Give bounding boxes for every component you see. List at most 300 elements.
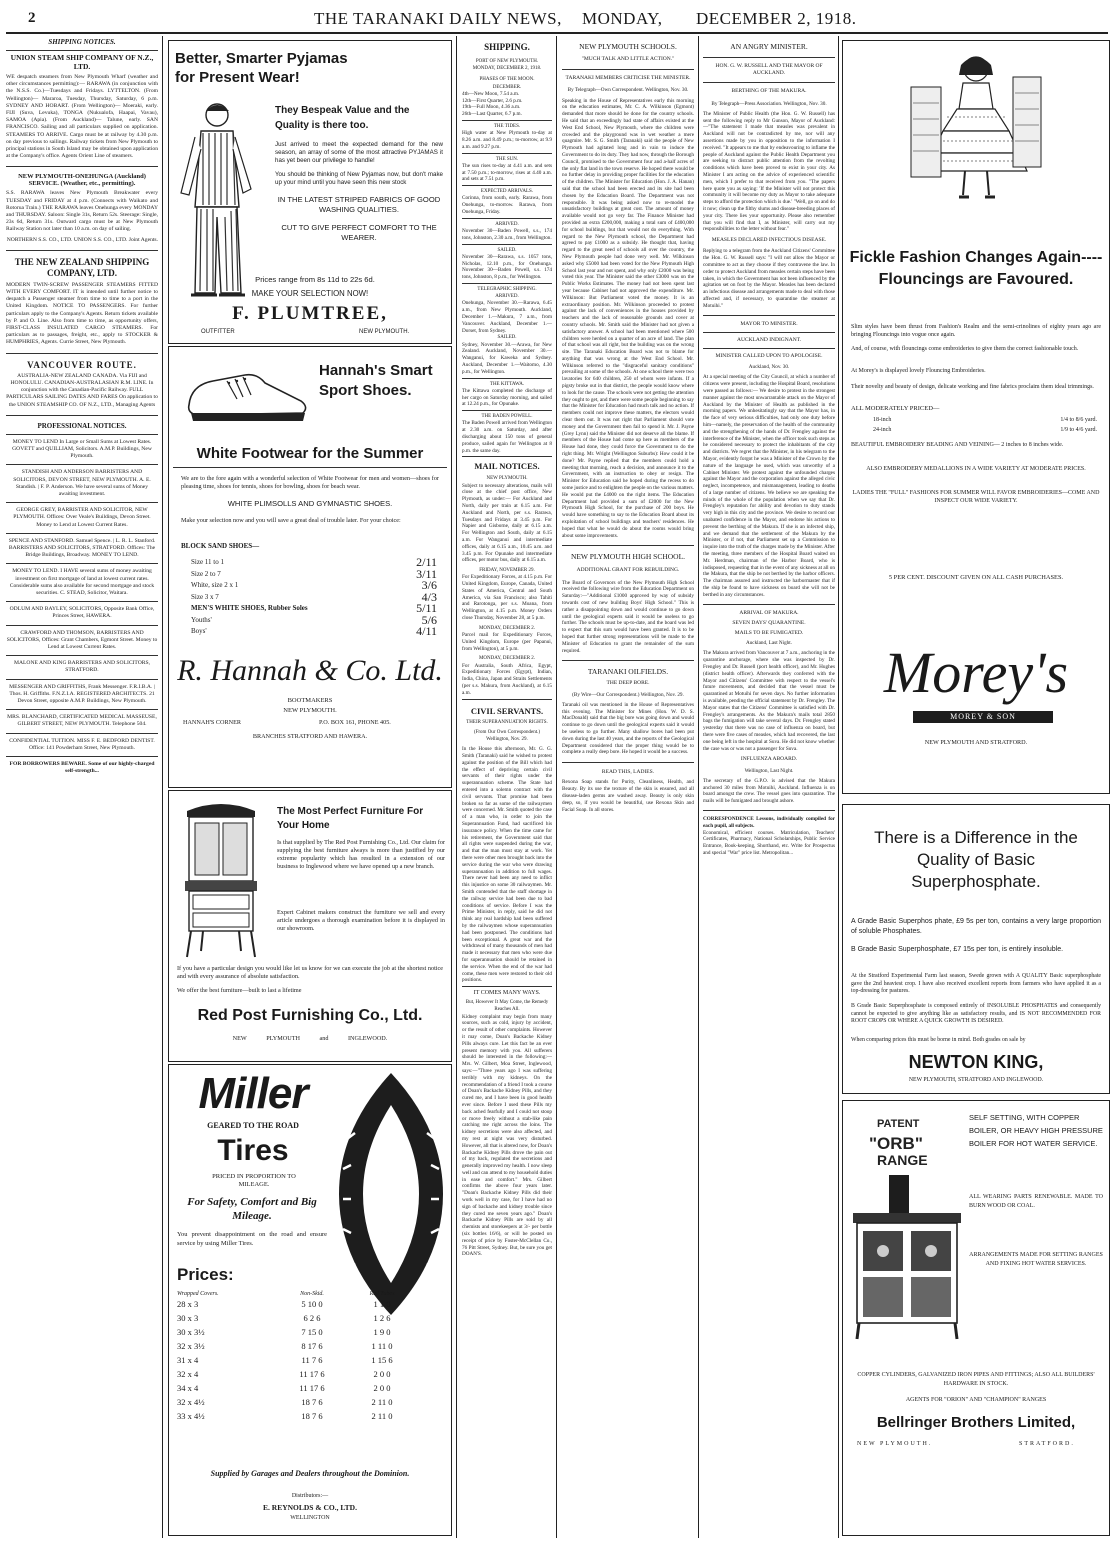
price-value: 1/9 to 4/6 yard. xyxy=(1060,427,1097,433)
kittawa-text: The Kittawa completed the discharge of her cargo on Saturday morning, and sailed at 12.24 p.m., for Opunake. xyxy=(462,387,552,408)
article-headline: CIVIL SERVANTS. xyxy=(470,705,544,716)
arrived-text: Onehunga, November 30.—Rarawa, 6.45 a.m., from New Plymouth. Auckland, December 1.—Makura, 7 a.m., from Vancouver. Auckland, December 1.—Dorset, from Sydney. xyxy=(462,300,552,334)
expected-text: Corinna, from south, early. Rarawa, from Onehunga, to-morrow. Rarawa, from Onehunga, Friday. xyxy=(462,195,552,215)
divider xyxy=(6,563,158,564)
page-number: 2 xyxy=(28,10,36,26)
notice-heading: THE NEW ZEALAND SHIPPING COMPANY, LTD. xyxy=(14,256,150,278)
price-value: 3/11 xyxy=(416,566,437,581)
ad-body: You prevent disappointment on the road and ensure service by using Miller Tires. xyxy=(177,1231,327,1247)
subhead: PORT OF NEW PLYMOUTH. xyxy=(475,59,539,64)
newton-king-superphosphate-ad xyxy=(842,804,1110,1094)
orb-range-ad xyxy=(842,1100,1110,1536)
divider xyxy=(6,434,158,435)
shipping-notices-column xyxy=(6,38,158,1538)
ad-grade-a: A Grade Basic Superphos phate, £9 5s per ton, contains a very large proportion of soluble Phosphates. xyxy=(851,918,1101,935)
divider xyxy=(462,986,552,987)
table-cell: 30 x 3 xyxy=(177,1313,199,1323)
moon-phase: 12th—First Quarter, 2.6 p.m. xyxy=(462,97,523,104)
ad-body: Expert Cabinet makers construct the furniture we sell and every article undergoes a thorough examination before it is displayed in our showroom. xyxy=(277,909,445,932)
article-headline: IT COMES MANY WAYS. xyxy=(473,990,541,997)
sailed-text: November 30—Rarawa, s.s. 1057 tons, Nicholas, 12.10 p.m., for Onehunga. November 30—Baden Powell, s.s. 174 tons, Johnston, 8 p.m., for Wellington. xyxy=(462,253,552,281)
price-label: Boys' xyxy=(191,627,207,635)
professional-notice: ODLUM AND BAYLEY, SOLICITORS, Opposite Bank Office, Princes Street, HAWERA. xyxy=(9,606,155,620)
hannah-logo: R. Hannah & Co. Ltd. xyxy=(177,654,443,687)
table-cell: 11 17 6 xyxy=(299,1383,325,1393)
article-dateline: Auckland, Nov. 30. xyxy=(748,364,790,371)
divider xyxy=(462,378,552,379)
price-label: 18-inch xyxy=(873,417,892,423)
table-row xyxy=(177,1311,445,1325)
cabinet-illustration xyxy=(177,801,265,961)
subhead: THE KITTAWA. xyxy=(489,381,525,387)
article-subhead: MEASLES DECLARED INFECTIOUS DISEASE. xyxy=(711,237,827,244)
column-header: Non-Skid. xyxy=(300,1291,324,1297)
article-body: The Makura arrived from Vancouver at 7 a.m., anchoring in the quarantine anchorage, where she was inspected by Dr. Frengley and Dr. Russell (port health officer), and Mr. Hughes (district health officer). Afterwards they conferred with the Mayor and Citizens' Committee with respect to the vessel's future movements, and decided that the vessel must be quarantined at Motuihi for seven days. No further information is available, pending the official statement by Dr. Frengley. The Mayor states that the Citizens' Committee is satisfied with Dr. Frengley's arrangements. As the Makura's mails total 2850 bags the fumigation will take several days. Dr. Frengley stated yesterday that there was no case of influenza on board, but there were five cases of measles, which had recovered, the last one being left in the hospital at Suva. He did not know whether the case was or was not a passenger for Suva. xyxy=(703,650,835,752)
ad-firm: Red Post Furnishing Co., Ltd. xyxy=(197,1007,423,1024)
table-row xyxy=(177,1339,445,1353)
price-value: 5/11 xyxy=(416,601,437,615)
table-cell: 32 x 4 xyxy=(177,1369,199,1379)
ad-feature: WHITE PLIMSOLLS AND GYMNASTIC SHOES. xyxy=(227,499,393,508)
price-value: 1/4 to 8/6 yard. xyxy=(1060,417,1097,423)
notice-agents: NORTHERN S.S. CO., LTD. UNION S.S. CO., LTD. Joint Agents. xyxy=(6,236,158,243)
price-row xyxy=(191,557,437,569)
table-cell: 32 x 4½ xyxy=(177,1397,205,1407)
professional-notice: MONEY TO LEND. I HAVE several sums of money awaiting investment on first mortgage of land at lowest current rates. Considerable sums also available for second mortgage and stock securities. C. STEAD, Solicitor, Waitara. xyxy=(9,568,155,596)
ad-body: Is that supplied by The Red Post Furnishing Co., Ltd. Our claim for supplying the best furniture always is more than justified by our extreme popularity which has resulted in a extension of our business to Inglewood where we have opened up a new branch. xyxy=(277,839,445,870)
article-subhead: MINISTER CALLED UPON TO APOLOGISE. xyxy=(715,352,823,359)
prices-heading: Prices: xyxy=(177,1265,234,1284)
table-cell: 31 x 4 xyxy=(177,1355,199,1365)
price-label: White, size 2 x 1 xyxy=(191,581,239,589)
subhead: SAILED. xyxy=(497,247,517,253)
article-subhead: ADDITIONAL GRANT FOR REBUILDING. xyxy=(576,567,680,574)
notice-body: WE despatch steamers from New Plymouth Wharf (weather and other circumstances permitting):— RARAWA (in conjunction with the N.S.S. Co.)—Tuesdays and Fridays. LYTTELTON. (From Wellington)— Mararoa, Tuesday, Thursday, Saturday, 6 p.m. SYDNEY AND HOBART. (From Wellington)— Moeraki, early. FIJI (Suva, Levuka), TONGA (Nukualofa, Haapai, Vavau), SAMOA (Apia). (From Auckland)— Talune, early. SAN FRANCISCO. Sailing and all particulars supplied on application. STEAMERS TO ARRIVE. Cargo must be at railway by 4.30 p.m. on day previous to sailings. Railway tickets from New Plymouth to principal stations in South Island may be obtained upon application at the Company's office. Agents Orient Line of steamers. xyxy=(6,74,158,160)
article-dateline: By Telegraph—Press Association. Wellington, Nov. 30. xyxy=(711,100,827,107)
professional-notice: FOR BORROWERS BEWARE. Some of our highly-charged self-strength... xyxy=(9,761,155,775)
article-subhead: MAILS TO BE FUMIGATED. xyxy=(734,630,804,637)
divider xyxy=(6,679,158,680)
ad-firm-town: NEW PLYMOUTH, STRATFORD AND INGLEWOOD. xyxy=(908,1077,1044,1083)
price-row xyxy=(873,417,1097,423)
miller-logo: Miller xyxy=(198,1069,308,1118)
article-subhead: THEIR SUPERANNUATION RIGHTS. xyxy=(466,719,548,725)
ad-feature: CUT TO GIVE PERFECT COMFORT TO THE WEARER. xyxy=(281,223,437,242)
article-dateline: (From Our Own Correspondent.) Wellington, Nov. 29. xyxy=(473,729,541,743)
ad-subhead: They Bespeak Value and the Quality is there too. xyxy=(275,105,410,131)
ad-subhead: For Safety, Comfort and Big Mileage. xyxy=(187,1196,317,1222)
price-row xyxy=(191,603,437,615)
table-row xyxy=(177,1353,445,1367)
table-cell: 33 x 4½ xyxy=(177,1411,205,1421)
price-list-heading: BLOCK SAND SHOES— xyxy=(181,542,260,550)
divider xyxy=(6,756,158,757)
divider xyxy=(6,733,158,734)
subhead: EXPECTED ARRIVALS. xyxy=(480,189,534,195)
price-row xyxy=(191,589,437,604)
table-cell: 2 0 0 xyxy=(373,1369,391,1379)
ad-feature: IN THE LATEST STRIPED FABRICS OF GOOD WASHING QUALITIES. xyxy=(277,195,441,214)
price-label: 24-inch xyxy=(873,427,892,433)
ad-firm-town: STRATFORD. xyxy=(1019,1441,1075,1447)
divider xyxy=(462,283,552,284)
article-body: In the House this afternoon, Mr. G. G. Smith (Taranaki) said he wished to protest against the position of the Bill which had the effect of depriving certain civil servants of their rights under the superannuation scheme. The State had entered into a solemn contract with the civil servants. That promise had been broken so far as some of the railwaymen were concerned. Mr. Smith quoted the case of a man who, in order to join the Superannuation Fund, had sacrificed his insurance policy. When the time came for his retirement, the Government said that all rights were suspended during the war, and that the man must stay at work. Yet there were other men brought back into the service during the war who were drawing superannuation in addition to full wages. There never had been any need to inflict this injustice on some 30 railwaymen. Mr. Smith contended that the staff shortage in the railway service had been due to bad conditions of service. Before I was the Prime Minister, in reply, said he did not think any real hardship had been suffered by the railwaymen whose superannuation had been postponed. The conditions had been exceptional. A great war and the withdrawal of many thousands of men had made it necessary that men who were due for superannuation should be retained in the service. When the end of the war had come, these men were restored to their old positions. xyxy=(462,746,552,984)
ad-agents: AGENTS FOR "ORION" AND "CHAMPION" RANGES xyxy=(905,1397,1047,1403)
ad-firm: F. PLUMTREE, xyxy=(232,303,388,324)
miller-tires-ad xyxy=(168,1064,452,1536)
ad-feature: ARRANGEMENTS MADE FOR SETTING RANGES AND FIXING HOT WATER SERVICES. xyxy=(969,1252,1103,1267)
price-value: 3/6 xyxy=(421,578,437,592)
ad-firm-town: NEW PLYMOUTH AND STRATFORD. xyxy=(924,739,1028,746)
shoe-illustration xyxy=(183,359,313,431)
article-headline: AN ANGRY MINISTER. xyxy=(730,42,808,51)
divider xyxy=(6,533,158,534)
divider xyxy=(173,467,447,468)
article-dateline: (By Wire—Our Correspondent.) Wellington, Nov. 29. xyxy=(572,691,684,698)
article-subhead: READ THIS, LADIES. xyxy=(601,769,655,776)
arrived-text: November 30—Baden Powell, s.s., 174 tons, Johnston, 2.30 a.m., from Wellington. xyxy=(462,227,552,241)
notice-body: Economical, efficient courses. Matriculation, Teachers' Certificates, Pharmacy, National Scholarships, Public Service Entrance, Book-keeping, Shorthand, etc. Write for Prospectus and special "War" price list. Metropolitan... xyxy=(703,829,835,856)
price-row xyxy=(191,612,437,627)
column-header: Red Tubes xyxy=(369,1291,395,1297)
ad-body: You should be thinking of New Pyjamas now, but don't make up your mind until you have seen this new stock xyxy=(275,171,443,186)
divider xyxy=(6,601,158,602)
ad-firm: E. REYNOLDS & CO., LTD. xyxy=(263,1503,357,1512)
price-list xyxy=(191,557,437,638)
ad-feature: ALSO EMBROIDERY MEDALLIONS IN A WIDE VARIETY AT MODERATE PRICES. xyxy=(866,466,1086,472)
table-cell: 1 2 6 xyxy=(373,1313,391,1323)
table-cell: 6 2 6 xyxy=(303,1313,321,1323)
article-body: Taranaki oil was mentioned in the House of Representatives this evening. The Minister for Mines (Hon. W. D. S. MacDonald) said that the big bore was going down and would continue to go down until the geological experts said it would be useless to go further. Many shallow bores had been put down during the last 40 years, and the reports of the Geological Department considered that the proper thing would be to complete a really deep bore. He hoped it would be a success. xyxy=(562,701,694,756)
table-row xyxy=(177,1297,445,1311)
article-subhead: TARANAKI MEMBERS CRITICISE THE MINISTER. xyxy=(565,75,691,82)
column-rule xyxy=(162,36,163,1538)
girl-in-flounced-dress-illustration xyxy=(901,47,1051,207)
ad-body: If you have a particular design you would like let us know for we can execute the job at the shortest notice and with every assurance of absolute satisfaction. xyxy=(177,965,443,980)
table-cell: 2 0 0 xyxy=(373,1383,391,1393)
column-rule xyxy=(698,36,699,1538)
ad-headline: Fickle Fashion Changes Again----Flouncings are Favoured. xyxy=(849,249,1103,288)
divider xyxy=(6,709,158,710)
ad-subhead: GEARED TO THE ROAD xyxy=(207,1121,299,1130)
article-subhead: "MUCH TALK AND LITTLE ACTION." xyxy=(581,56,675,62)
sailed-text: Sydney, November 30.—Arawa, for New Zealand. Auckland, November 30.—Wanganui, for Kaweka and Sydney. Auckland, December 1.—Waitomo, 4.30 p.m., for Wellington. xyxy=(462,341,552,375)
table-row xyxy=(177,1381,445,1395)
ad-firm: NEWTON KING, xyxy=(908,1052,1044,1072)
ad-headline: The Most Perfect Furniture For Your Home xyxy=(277,806,424,831)
column-rule xyxy=(556,36,557,1538)
subhead: TELEGRAPHIC SHIPPING. xyxy=(477,286,537,292)
table-cell: 18 7 6 xyxy=(301,1411,323,1421)
divider xyxy=(462,120,552,121)
article-body: The Board of Governors of the New Plymouth High School received the following wire from the Education Department on Saturday:—"Additional £1000 approved by way of subsidy towards cost of new building Boys' High School." This is rather a disappointing down and would continue to go down until the geological experts said it would be useless to go further. The schools must be up-to-date, and the board was led to expect that this sum would have been granted. It is to be hoped that further strong representations will be made to the Minister of Education to grant the remainder of the sum required. xyxy=(562,579,694,654)
divider xyxy=(462,218,552,219)
divider xyxy=(703,348,835,349)
notice-heading: CORRESPONDENCE Lessons, individually compiled for each pupil, all subjects. xyxy=(703,816,835,829)
article-subhead: MAYOR TO MINISTER. xyxy=(740,320,798,327)
sun-text: The sun rises to-day at 4.41 a.m. and sets at 7.50 p.m.; to-morrow, rises at 4.40 a.m. and sets at 7.51 p.m. xyxy=(462,162,552,183)
table-cell: 32 x 3½ xyxy=(177,1341,205,1351)
ad-firm: Bellringer Brothers Limited, xyxy=(876,1414,1076,1431)
table-cell: 1 15 6 xyxy=(371,1355,393,1365)
ad-body: COPPER CYLINDERS, GALVANIZED IRON PIPES AND FITTINGS; ALSO ALL BUILDERS' HARDWARE IN STOCK. xyxy=(857,1372,1095,1387)
subhead: FRIDAY, NOVEMBER 29. xyxy=(479,568,535,574)
table-cell: 18 7 6 xyxy=(301,1397,323,1407)
table-cell: 1 9 0 xyxy=(373,1327,391,1337)
column-header: Wrapped Covers. xyxy=(177,1291,219,1297)
professional-notice: SPENCE AND STANFORD. Samuel Spence. | L. R. L. Stanford. BARRISTERS AND SOLICITORS, STRATFORD. Offices: The Bridge Buildings, Broadway. MONEY TO LEND. xyxy=(8,537,156,559)
ad-firm-town: NEW PLYMOUTH. xyxy=(359,329,410,335)
subhead: ARRIVED. xyxy=(495,294,519,300)
ad-body: We are to the fore again with a wonderful selection of White Footwear for men and women—shoes for pleasing time, shoes for tennis, shoes for bowling, shoes for beach wear. xyxy=(181,475,439,490)
table-cell: 34 x 4 xyxy=(177,1383,199,1393)
moreys-flouncings-ad xyxy=(842,40,1110,794)
table-row xyxy=(177,1367,445,1381)
ad-firm-trade: OUTFITTER xyxy=(201,329,235,335)
ad-firm-town: WELLINGTON xyxy=(290,1515,330,1521)
subhead: MONDAY, DECEMBER 2, 1918. xyxy=(472,66,542,72)
paper-date: DECEMBER 2, 1918. xyxy=(696,9,857,28)
table-row xyxy=(177,1395,445,1409)
divider xyxy=(462,185,552,186)
divider xyxy=(462,410,552,411)
table-cell: 28 x 3 xyxy=(177,1299,199,1309)
subhead: PHASES OF THE MOON. xyxy=(479,77,535,83)
article-body: The secretary of the G.P.O. is advised that the Makura anchored 30 miles from Motuihi, Auckland. Influenza is on board amongst the crew. The vessel goes into quarantine. The mails will be fumigated and brought ashore. xyxy=(703,777,835,805)
ad-firm-town: NEW PLYMOUTH and INGLEWOOD. xyxy=(232,1035,388,1042)
subhead: THE TIDES. xyxy=(493,124,521,129)
ad-priced: ALL MODERATELY PRICED— xyxy=(851,405,940,412)
ad-feature: SELF SETTING, WITH COPPER BOILER, OR HEAVY HIGH PRESSURE BOILER FOR HOT WATER SERVICE. xyxy=(969,1113,1103,1148)
ad-call-to-action: MAKE YOUR SELECTION NOW! xyxy=(251,289,369,298)
divider xyxy=(6,50,158,51)
article-body: Speaking in the House of Representatives early this morning on the education estimates, Mr. C. A. Wilkinson (Egmont) demanded that more should be done for the country schools. He said that an exceedingly bad state of affairs existed at the West End School, New Plymouth, where the children were crowded and the playground was in wet weather a mere quagmire. Mr. S. G. Smith (Taranaki) said the people of New Plymouth had agitated long and in vain to induce the Government to do its duty. They had now, through the Borough Council, promised to the Government four and a-half acres of the only flat land in the town reserve. He hoped there would be no further delay in providing proper facilities for the education of the children. The Minister for Education (Hon. J. A. Hanan) said that the school had been erected and its site had been chosen by the Education Board. The Department was not responsible. It was being asked now to re-model the unsatisfactory buildings at great cost. The amount of money available would not go very far. The Finance Minister had provided an extra £200,000, making a total sum of £400,000 for school buildings, but that would not do everything. With regard to the New Plymouth school, the Department had agreed to pay £1000 as a subsidy. He thought that, having regard to the great need of schools all over the country, the New Plymouth people had done very well. Mr. Wilkinson asked why £5000 had been voted for the New Plymouth High School last year and not spent, and why only £2000 was being voted this year. The Minister said the other £3000 was on the Public Works Estimates. The money had not been spent last year because Cabinet had not approved the expenditure. Mr. Wilkinson: But Parliament voted the money. It is an extraordinary position. Mr. Wilkinson proceeded to protest against the lack of conveniences in the houses provided by teachers and the lack of reasonable grounds and cover at country schools. Mr. Smith said the Minister had not given a satisfactory answer. A school had been mentioned where 500 children were herded on a quarter of an acre of land. The plan of that school was all right, but the building was on the wrong site. The Taranaki Education Board was not to blame for anything that was wrong at the West End School. Mr. Wilkinson referred to the "disgraceful sanitary conditions" prevailing at some of the schools. At one school there were two lavatories for 640 children, 250 of whom were infants. If a pigsty broke out in that district, the people would know where to look for the cause. The schools were not getting the attention they ought to get, and there were some people beginning to say that the Minister for Education had much talk and no action. If members could not improve these matters, the electors would clear them out. It was not right that Parliament should vote money and the Government then fail to spend it. Mr. J. Payne (Grey Lynn) said the Minister did not deserve all the blame. If members of the House had come up here as members of the House had done, they could force the Government to do the right thing. Mr. Wright (Wellington Suburbs): How could it be done? Mr. Payne replied that the members could hold a meeting that morning, reach a decision, and announce it to the Government, with an instruction to obey or resign. The Minister for Education said he hoped during the recess to do some justice and to enlighten the people on the various matters. He would put the £4000 on the right items. The Education Department had provided a sum of £2000 for the New Plymouth High School, for the purchase of 200 boys. He would have something to say to the Education Board about its exploitation of school buildings and teachers' residences. He hoped that what he would do about the rooms would bring about some improvements. xyxy=(562,97,694,539)
table-cell: 1 11 0 xyxy=(371,1341,393,1351)
price-label: Size 2 to 7 xyxy=(191,569,221,578)
ad-body: At Morey's is displayed lovely Flouncing Embroideries. xyxy=(851,368,986,374)
article-body: Kidney complaint may begin from many sources, such as cold, injury by accident, or the result of other complaints. However it may come, Doan's Backache Kidney Pills always cure. Let this fact be an ever present memory with you. All sufferers should be interested in the following:— Mrs. W. Gilbert, Moa Street, Inglewood, says:—"Three years ago I was suffering terribly with my kidneys. On the recommendation of a friend I took a course of Doan's Backache Kidney Pills, and they cured me, and I have been in good health ever since. Before I used these Pills my back ached fearfully and I could not stoop or move freely without a stab-like pain catching me right across the loins. The kidney secretions were also affected, and my rest at night was very disturbed. However, all that is altered now, for Doan's Backache Kidney Pills drove the pain out of my back, regulated the secretions and generally improved my health. I now sleep well and can attend to my household duties in ease and comfort." Mrs. Gilbert confirms the above four years later. "Doan's Backache Kidney Pills did their work well in my case, for I have had no sign of backache and kidney trouble since they cured me seven years ago." Doan's Backache Kidney Pills are sold by all chemists and storekeepers at 3/- per bottle (six bottles 16/6), or will be posted on receipt of price by Foster-McClellan Co., 76 Pitt Street, Sydney. But, be sure you get DOAN'S. xyxy=(462,1013,552,1258)
professional-notice: CONFIDENTIAL TUITION. MISS F. E. BEDFORD DENTIST. Office: 141 Powderham Street, New Plymouth. xyxy=(9,737,155,751)
price-row xyxy=(873,427,1097,433)
table-cell: 7 15 0 xyxy=(301,1327,323,1337)
section-heading: PROFESSIONAL NOTICES. xyxy=(37,421,127,430)
ad-corner: HANNAH'S CORNER xyxy=(183,719,242,726)
column-rule xyxy=(456,36,457,1538)
ad-firm-town: NEW PLYMOUTH. xyxy=(857,1441,933,1447)
divider xyxy=(6,250,158,251)
subhead: SAILED. xyxy=(497,335,517,341)
ad-feature: ALL WEARING PARTS RENEWABLE. MADE TO BURN WOOD OR COAL. xyxy=(969,1194,1103,1209)
article-subhead: THE DEEP BORE. xyxy=(606,680,650,687)
ad-body: Just arrived to meet the expected demand for the new season, an array of some of the most attractive PYJAMAS it has yet been our privilege to handle! xyxy=(275,141,443,164)
baden-text: The Baden Powell arrived from Wellington at 2.30 a.m. on Saturday, and after discharging about 150 tons of general produce, sailed again for Wellington at 8 p.m. the same day. xyxy=(462,420,552,454)
article-headline: NEW PLYMOUTH SCHOOLS. xyxy=(579,42,677,51)
section-heading: MAIL NOTICES. xyxy=(474,461,540,472)
divider xyxy=(562,660,694,661)
ad-prices: Prices range from 8s 11d to 22s 6d. xyxy=(255,275,375,284)
price-label: Size 11 to 1 xyxy=(191,558,224,566)
divider xyxy=(6,166,158,167)
table-row xyxy=(177,1325,445,1339)
professional-notice: MESSENGER AND GRIFFITHS, Frank Messenger. F.R.I.B.A. | Thos. H. Griffiths. F.N.Z.I.A. REGISTERED ARCHITECTS. 21 Devon Street, opposite A.M.P. Buildings, New Plymouth. xyxy=(9,683,155,704)
subhead: THE SUN. xyxy=(495,156,519,162)
price-value: 4/3 xyxy=(421,589,437,604)
ad-discount: 5 PER CENT. DISCOUNT GIVEN ON ALL CASH PURCHASES. xyxy=(888,574,1064,581)
ad-body: And, of course, with flouncings come embroideries to give them the correct fashionable touch. xyxy=(851,346,1079,352)
divider xyxy=(562,762,694,763)
mail-text: Parcel mail for Expeditionary Forces, United Kingdom, Europe (per Papanui, from Wellington), at 5 p.m. xyxy=(462,632,552,652)
ad-subhead: White Footwear for the Summer xyxy=(196,445,424,462)
ad-phone: P.O. BOX 161, PHONE 405. xyxy=(319,719,391,726)
table-cell: 11 7 6 xyxy=(301,1355,323,1365)
notice-body: S.S. RARAWA leaves New Plymouth Breakwater every TUESDAY and FRIDAY at 4 p.m. (Connects with Waikato and Rotorua Train.) THE RARAWA leaves Onehunga every MONDAY and THURSDAY. Saloon: Single 31s, Return 52s. Steerage: Single, 23s 6d, Return 31s. Outward cargo must be at New Plymouth Railway Station not later than 10 a.m. on day of sailing. xyxy=(6,190,158,233)
divider xyxy=(703,82,835,83)
table-cell: 2 11 0 xyxy=(371,1397,393,1407)
paper-day: MONDAY, xyxy=(582,9,663,28)
subhead: THE BADEN POWELL. xyxy=(481,414,533,420)
tire-illustration xyxy=(335,1069,447,1319)
tire-rows xyxy=(177,1297,445,1423)
moreys-logo: Morey's xyxy=(883,640,1069,705)
subhead: DECEMBER. xyxy=(492,84,522,90)
notice-heading: VANCOUVER ROUTE. xyxy=(27,359,137,370)
article-dateline: Wellington, Last Night. xyxy=(744,767,794,774)
subhead: NEW PLYMOUTH. xyxy=(486,476,528,482)
moon-phase: 19th—Full Moon, 4.36 a.m. xyxy=(462,104,521,111)
ad-headline: There is a Difference in the Quality of Basic Superphosphate. xyxy=(874,828,1078,891)
article-headline: NEW PLYMOUTH HIGH SCHOOL. xyxy=(570,552,686,562)
notice-heading: UNION STEAM SHIP COMPANY OF N.Z., LTD. xyxy=(10,53,154,71)
ad-tires-word: Tires xyxy=(217,1134,289,1167)
divider xyxy=(703,810,835,811)
mail-text: For Australia, South Africa, Egypt, Expeditionary Forces (Egypt), Indian, India, China, Japan and Straits Settlements (per s.s. Makura, from Auckland), at 6.15 a.m. xyxy=(462,662,552,696)
article-headline: TARANAKI OILFIELDS. xyxy=(587,667,669,677)
divider xyxy=(462,699,552,700)
mail-text: Subject to necessary alterations, mails will close at the chief post office, New Plymouth, as under:— For Auckland and North, daily per train at 6.15 a.m. For Auckland and North, per s.s. Rarawa, Tuesdays and Fridays at 3.45 p.m. For Napier and Gisborne, daily at 6.15 a.m. For Wellington and South, daily at 6.15 a.m. For Wanganui and intermediate offices, daily at 6.15 a.m., 10.45 a.m. and 3.45 p.m. For Opunake and intermediate offices, per motor bus, daily at 6.15 a.m. xyxy=(462,482,552,564)
ad-branches: BRANCHES STRATFORD AND HAWERA. xyxy=(252,733,368,740)
notice-heading: NEW PLYMOUTH-ONEHUNGA (Auckland) SERVICE. (Weather, etc., permitting). xyxy=(18,173,146,188)
article-subhead: BERTHING OF THE MAKURA. xyxy=(731,88,807,95)
professional-notice: STANDISH AND ANDERSON BARRISTERS AND SOLICITORS, DEVON STREET, NEW PLYMOUTH. A. E. Standish. | F. P. Anderson. We have several sums of Money awaiting investment. xyxy=(13,469,151,497)
article-dateline: Auckland, Last Night. xyxy=(745,640,793,647)
price-row xyxy=(191,566,437,581)
professional-notice: MRS. BLANCHARD, CERTIFICATED MEDICAL MASSEUSE, GILBERT STREET, NEW PLYMOUTH. Telephone 504. xyxy=(7,714,157,728)
divider xyxy=(462,244,552,245)
table-cell: 11 17 6 xyxy=(299,1369,325,1379)
price-label: Size 3 x 7 xyxy=(191,592,219,601)
column-rule xyxy=(838,36,839,1538)
price-row xyxy=(191,580,437,592)
table-row xyxy=(177,1409,445,1423)
hannah-sport-shoes-ad xyxy=(168,346,452,788)
professional-notice: CRAWFORD AND THOMSON, BARRISTERS AND SOLICITORS, Offices: Grant Chambers, Egmont Street. Money to Lend at Lowest Current Rates. xyxy=(6,629,158,650)
range-label: RANGE xyxy=(877,1152,928,1167)
price-label: Youths' xyxy=(191,615,212,624)
divider xyxy=(6,415,158,416)
notice-body: MODERN TWIN-SCREW PASSENGER STEAMERS FITTED WITH EVERY COMFORT. IT is intended until further notice to despatch a Passenger steamer from time to time to a port in the United Kingdom. NOTICE TO PASSENGERS. For further particulars apply to the Company's Agents. Return tickets available by P. and O. Line. Also from time to time, as opportunity offers, FIRST-CLASS INSULATED CARGO STEAMERS. For particulars as to passages, freight, etc., apply to STOCKER & HUMPHRIES, Agents. Currie Street, New Plymouth. xyxy=(6,281,158,346)
subhead: MONDAY, DECEMBER 2. xyxy=(478,656,536,662)
article-subhead: ARRIVAL OF MAKURA. xyxy=(739,609,799,616)
divider xyxy=(703,57,835,58)
divider xyxy=(6,464,158,465)
divider xyxy=(462,153,552,154)
ad-body: B Grade Basic Superphosphate is composed entirely of INSOLUBLE PHOSPHATES and consequently cannot be expected to give anything like as satisfactory results, and IS NOT RECOMMENDED FOR ROOT CROPS OR WHERE A QUICK GROWTH IS DESIRED. xyxy=(851,1003,1101,1025)
divider xyxy=(6,655,158,656)
divider xyxy=(462,456,552,457)
subhead: MONDAY, DECEMBER 2. xyxy=(478,625,536,631)
red-post-furniture-ad xyxy=(168,790,452,1062)
article-subhead: HON. G. W. RUSSELL AND THE MAYOR OF AUCKLAND. xyxy=(715,63,823,77)
moon-phase: 26th—Last Quarter, 6.7 p.m. xyxy=(462,111,522,118)
article-body: Rexona Soap stands for Purity, Cleanliness, Health, and Beauty. By its use the texture of the skin is ensured, and all disease-laden germs are washed away. Beauty is only skin deep, so, if you would be beautiful, use Rexona Skin and Facial Soap. In all stores. xyxy=(562,779,694,813)
kitchen-range-illustration xyxy=(849,1173,965,1343)
table-cell: 8 17 6 xyxy=(301,1341,323,1351)
plumtree-pyjamas-ad xyxy=(168,40,452,344)
notice-body: AUSTRALIA-NEW ZEALAND CANADA. Via FIJI and HONOLULU. CANADIAN-AUSTRALASIAN R.M. LINE. In conjunction with the Canadian-Pacific Railway. FULL PARTICULARS SAILING DATES AND FARES On application to the UNION STEAMSHIP CO. OF N.Z., LTD., Managing Agents xyxy=(6,372,158,408)
ad-feature: PRICED IN PROPORTION TO MILEAGE. xyxy=(212,1173,296,1188)
divider xyxy=(703,332,835,333)
ad-distributors: Distributors:— xyxy=(291,1493,329,1499)
ad-body: At the Stratford Experimental Farm last season, Swede grown with A QUALITY Basic superphosphate gave the 2nd heaviest crop. I have also received excellent reports from farmers who have applied it as a top-dressing for pastures. xyxy=(851,973,1101,995)
ad-body: When comparing prices this must be borne in mind. Both grades on sale by xyxy=(851,1037,1026,1043)
masthead xyxy=(6,8,1106,30)
ad-headline: Hannah's Smart Sport Shoes. xyxy=(319,362,433,399)
paper-title: THE TARANAKI DAILY NEWS, xyxy=(314,9,562,28)
section-heading: SHIPPING. xyxy=(484,42,530,52)
moon-phase: 4th—New Moon, 7.54 a.m. xyxy=(462,90,520,97)
article-subhead: SEVEN DAYS' QUARANTINE. xyxy=(732,619,806,626)
ad-body: We offer the best furniture—built to last a lifetime xyxy=(177,987,302,994)
ad-supplied: Supplied by Garages and Dealers throughout the Dominion. xyxy=(210,1469,410,1478)
divider xyxy=(6,353,158,354)
ad-body: Their novelty and beauty of design, delicate working and fine fabrics proclaim them ideal trimmings. xyxy=(851,384,1094,390)
masthead-rule xyxy=(6,32,1108,34)
table-cell: 2 11 0 xyxy=(371,1411,393,1421)
professional-notice: MONEY TO LEND In Large or Small Sums at Lowest Rates. GOVETT and QUILLIAM, Solicitors. A.M.P. Buildings, New Plymouth. xyxy=(12,438,152,460)
divider xyxy=(562,545,694,546)
shipping-column xyxy=(462,38,552,1538)
tides-text: High water at New Plymouth to-day at 8.26 a.m. and 8.49 p.m.; to-morrow, at 9.9 a.m. and 9.27 p.m. xyxy=(462,130,552,150)
moreys-logo-band: MOREY & SON xyxy=(913,711,1053,723)
article-body: At a special meeting of the City Council, at which a number of citizens were present, including the Hospital Board, resolutions were passed as follows:— We desire to protest in the strongest manner against the most unwarrantable attack on the Mayor of Auckland by the Minister of Health as published in the morning papers. We unhesitatingly say that the Mayor has, in the face of very serious difficulties, had only one duty before him—namely, the preservation of the health of the community and the strengthening of the hands of Dr. Frengley against the interference of the Minister, when the officer took such steps as he considered necessary to protect the inhabitants of the city and districts. We regret that the Minister, in his telegram to the Mayor, evidently forgot he was a Minister of the Crown by the nature of the language he used, which was unworthy of a Cabinet Minister. We protest against the unfounded charges against the Mayor and the corporation against the alleged civic neglect, incompetence, and mismanagement, leading to deaths of a large number of citizens. We believe we are speaking the minds of the whole of the population when we say that Dr. Frengley's reputation for ability and devotion to duty stands very high in this city and the province. We desire to record our unabated confidence in the Mayor, and endorse his actions to prevent the berthing of the Makura. If she is an infected ship, and we demand that the settlement of the Makura by the Minister, or if not, that Parliament set up a Commission to inquire into the truth of the charges made by the Minister. After the meeting, three members of the Hospital Board waited on Mr. Herdman, chairman of the Harbor Board, who is indisposed, requesting that in the event of any sickness at all on the Makura, that the ship be not berthed by the harbor officers. The chairman assured and instructed the harbormaster that if the ship be found to have sickness on board she will not be berthed in any circumstances. xyxy=(703,374,835,598)
ad-grade-b: B Grade Basic Superphosphate, £7 15s per ton, is entirely insoluble. xyxy=(851,946,1064,953)
ad-feature: LADIES THE "FULL" FASHIONS FOR SUMMER WILL FAVOR EMBROIDERIES—COME AND INSPECT OUR WIDE VARIETY. xyxy=(852,490,1100,504)
price-value: 2/11 xyxy=(416,555,437,569)
ad-body: Make your selection now and you will save a great deal of trouble later. For your choice: xyxy=(181,517,401,524)
ad-copy xyxy=(275,103,443,243)
price-value: 5/6 xyxy=(421,612,437,627)
tire-price-table xyxy=(177,1291,445,1423)
divider xyxy=(703,315,835,316)
price-value: 4/11 xyxy=(416,624,437,638)
price-row xyxy=(191,626,437,638)
ad-firm-town: NEW PLYMOUTH. xyxy=(283,707,337,714)
table-cell: 30 x 3½ xyxy=(177,1327,205,1337)
orb-label: "ORB" xyxy=(869,1134,923,1153)
article-dateline: By Telegraph—Own Correspondent. Wellington, Nov. 30. xyxy=(567,87,689,94)
patent-orb-arched-title xyxy=(849,1107,959,1167)
divider xyxy=(6,625,158,626)
professional-notice: GEORGE GREY, BARRISTER AND SOLICITOR, NEW PLYMOUTH. Offices: Over Veale's Buildings, Devon Street. Money to Lend at Lowest Current Rates. xyxy=(13,507,151,528)
article-subhead: But, However It May Come, the Remedy Reaches All. xyxy=(465,1000,549,1013)
ad-firm-trade: BOOTMAKERS xyxy=(287,697,333,704)
article-body: Replying to a telegram from the Auckland Citizens' Committee the Hon. G. W. Russell says: "I will not allow the Mayor or committee to act as they choose if they contravene the law. In order to protect Auckland from measles certain steps have been taken, in which the Government has not been influenced by the agitation set on foot by the Mayor. Measles has been declared an infectious disease and arrangements made to deal with those affected and, if necessary, to quarantine the steamer at Motuihi." xyxy=(703,248,835,309)
price-label: MEN'S WHITE SHOES, Rubber Soles xyxy=(191,604,308,612)
article-subhead: INFLUENZA ABOARD. xyxy=(740,756,798,763)
ad-feature: BEAUTIFUL EMBROIDERY BEADING AND VEINING— 2 inches to 8 inches wide. xyxy=(851,442,1064,448)
schools-column xyxy=(562,38,694,1538)
mail-text: For Expeditionary Forces, at 4.15 p.m. For United Kingdom, Europe, Canada, United States of America, Central and South America, via San Francisco; also Tahiti and Rarotonga, per s.s. Moana, from Wellington, at 4.15 p.m. Money Orders close Thursday, November 28, at 5 p.m. xyxy=(462,574,552,622)
